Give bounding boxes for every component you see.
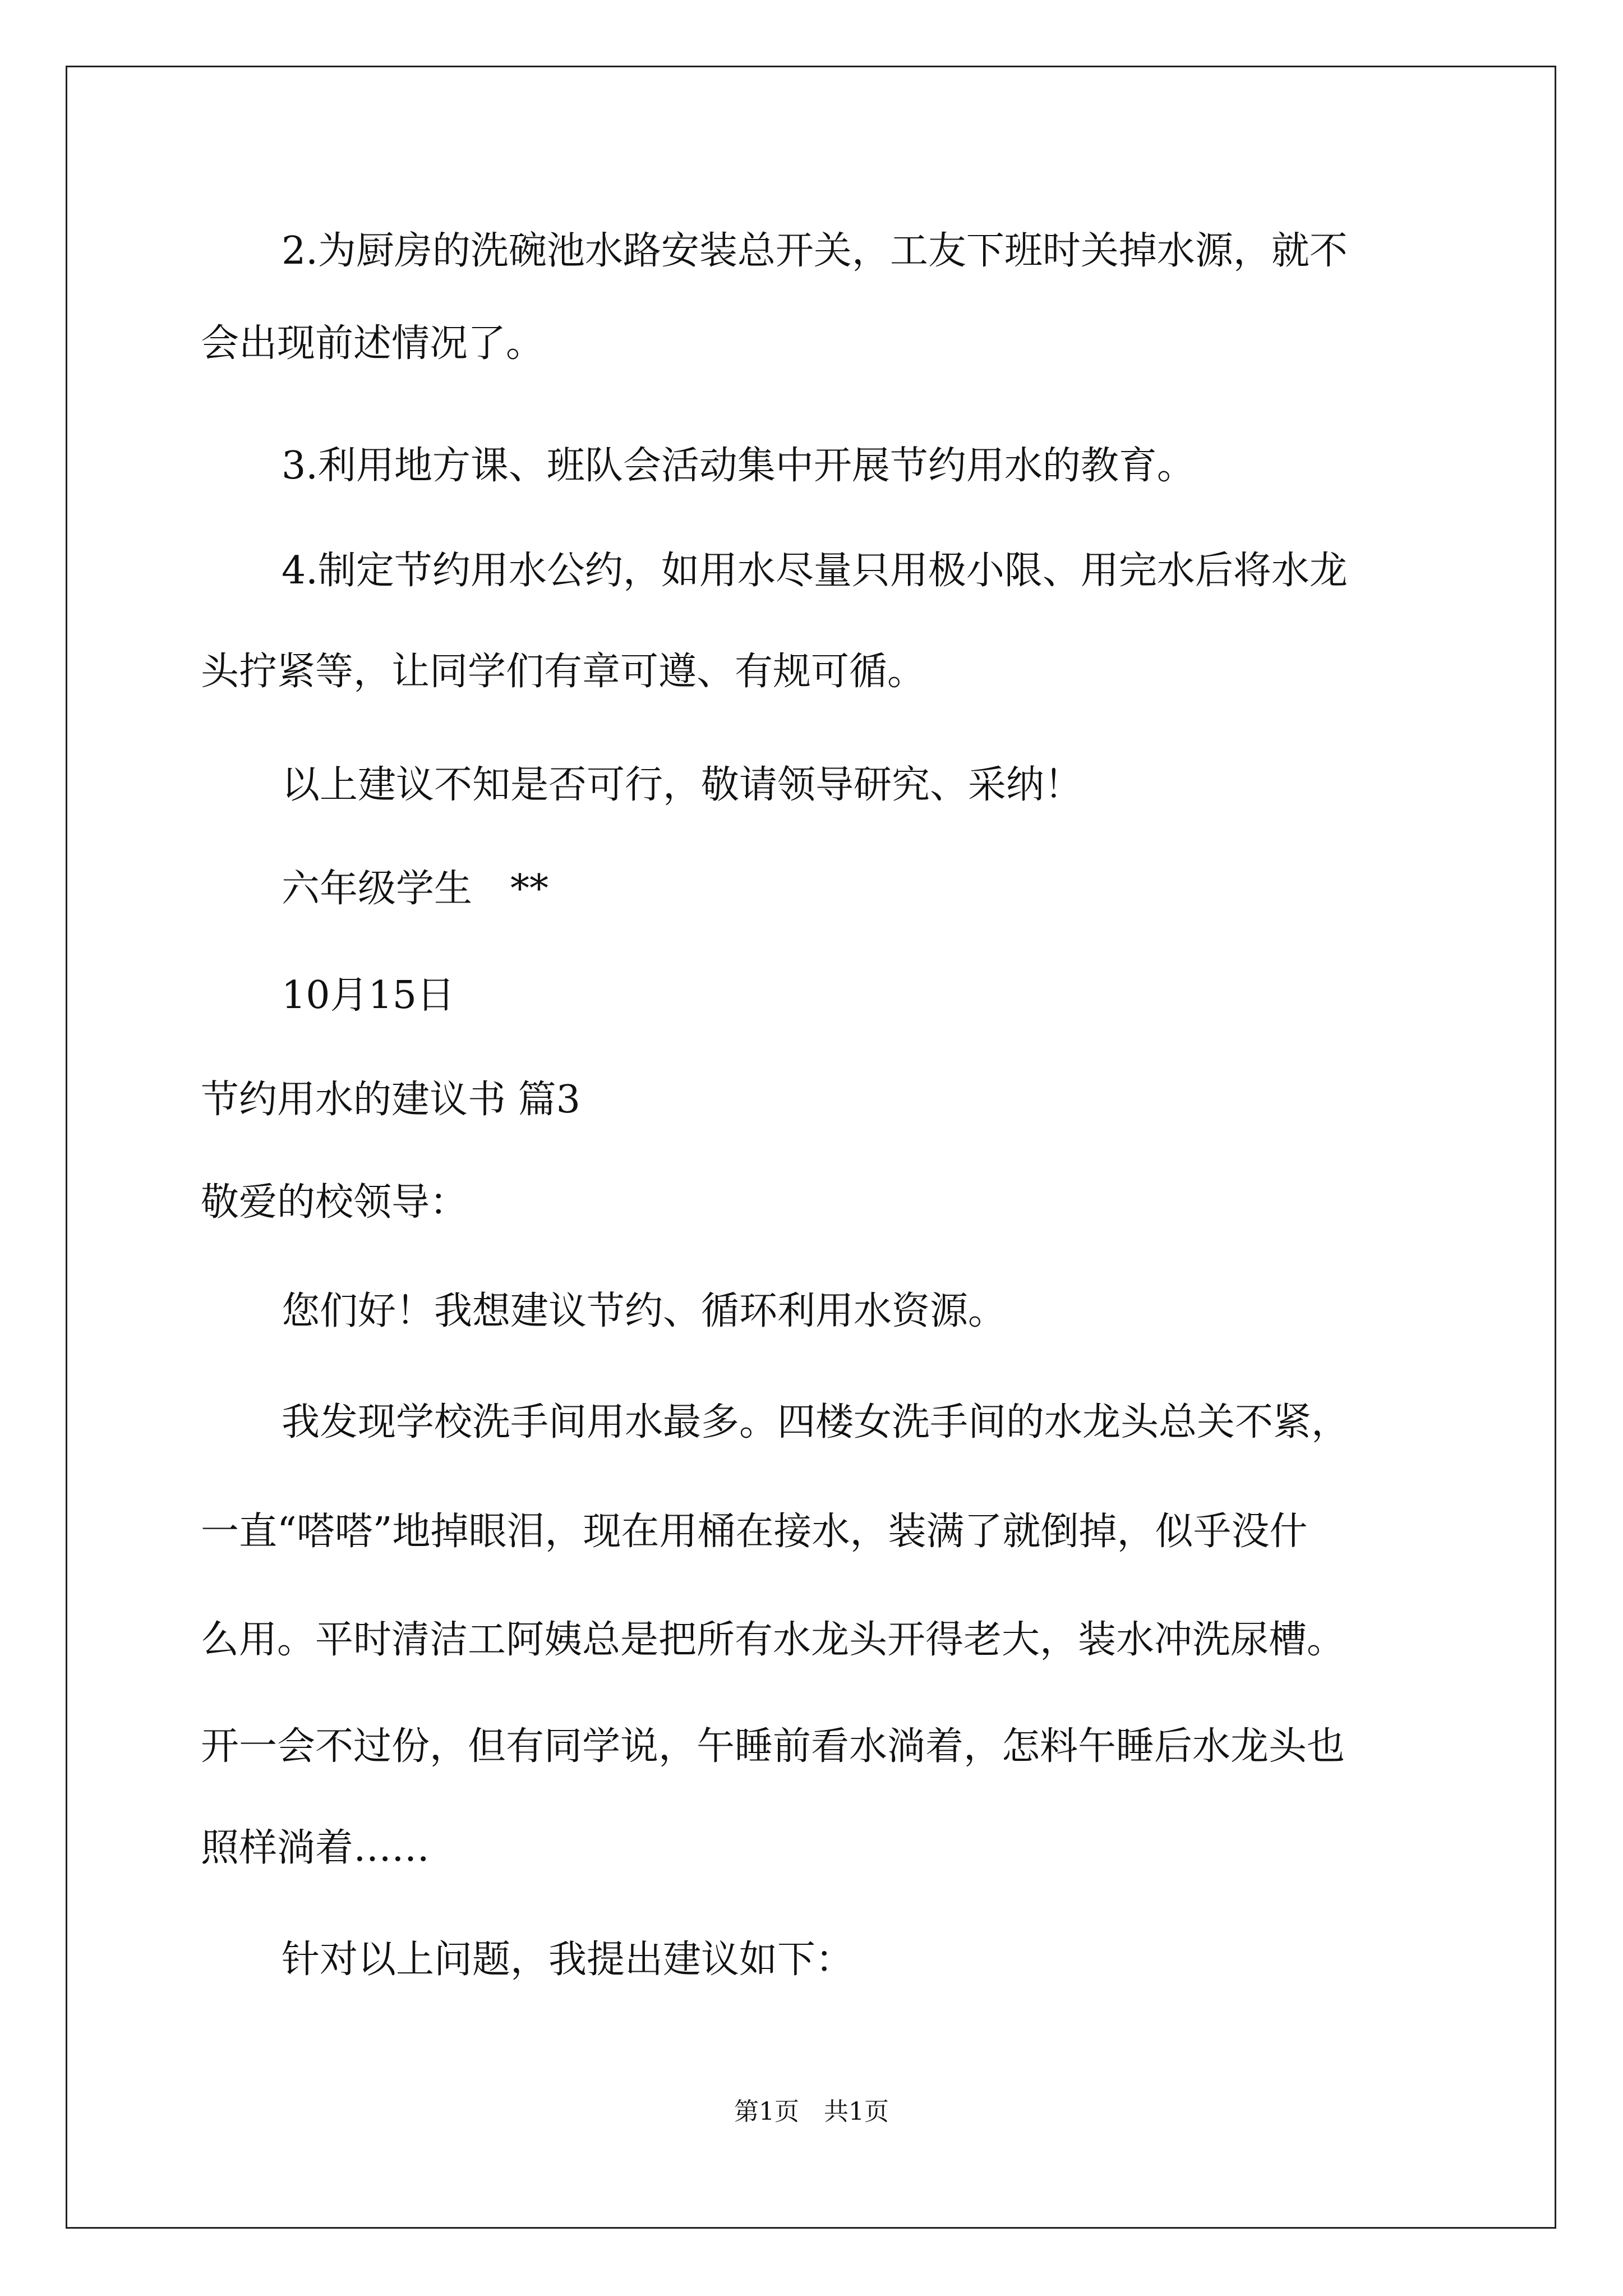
paragraph-line: 针对以上问题，我提出建议如下： xyxy=(282,1938,854,1982)
paragraph-line: 开一会不过份，但有同学说，午睡前看水淌着，怎料午睡后水龙头也 xyxy=(201,1724,1345,1769)
paragraph-line: 么用。平时清洁工阿姨总是把所有水龙头开得老大，装水冲洗尿槽。 xyxy=(201,1618,1345,1662)
page-number-total: 共1页 xyxy=(824,2097,889,2126)
paragraph-line: 2.为厨房的洗碗池水路安装总开关，工友下班时关掉水源，就不 xyxy=(282,229,1348,273)
signature-line: 六年级学生 ** xyxy=(282,867,549,911)
paragraph-line: 4.制定节约用水公约，如用水尽量只用极小限、用完水后将水龙 xyxy=(282,549,1348,593)
paragraph-line: 3.利用地方课、班队会活动集中开展节约用水的教育。 xyxy=(282,444,1195,488)
section-title: 节约用水的建议书 篇3 xyxy=(201,1078,580,1122)
paragraph-line: 您们好！我想建议节约、循环利用水资源。 xyxy=(282,1289,1007,1333)
page-number-current: 第1页 xyxy=(734,2097,799,2126)
paragraph-line: 以上建议不知是否可行，敬请领导研究、采纳！ xyxy=(282,763,1083,807)
paragraph-line: 会出现前述情况了。 xyxy=(201,321,545,366)
paragraph-line: 头拧紧等，让同学们有章可遵、有规可循。 xyxy=(201,650,926,694)
paragraph-line: 照样淌着…… xyxy=(201,1826,430,1870)
page-border xyxy=(66,66,1556,2229)
page-footer xyxy=(0,2095,1623,2129)
date-line: 10月15日 xyxy=(282,973,455,1018)
salutation: 敬爱的校领导： xyxy=(201,1180,468,1225)
paragraph-line: 我发现学校洗手间用水最多。四楼女洗手间的水龙头总关不紧， xyxy=(282,1400,1350,1444)
paragraph-line: 一直“嗒嗒”地掉眼泪，现在用桶在接水，装满了就倒掉，似乎没什 xyxy=(201,1510,1308,1554)
